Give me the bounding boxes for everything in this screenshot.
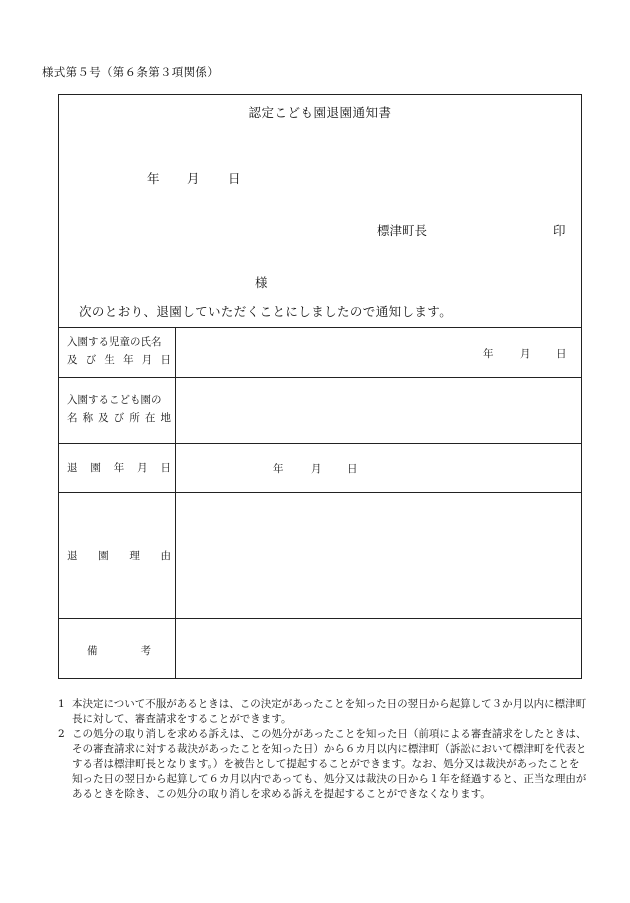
issuer-name: 標津町長 (377, 223, 428, 238)
form-number: 様式第５号（第６条第３項関係） (42, 65, 219, 79)
note-item: 2 この処分の取り消しを求める訴えは、この処分があったことを知った日（前項による審査請求をしたときは、その審査請求に対する裁決があったことを知った日）から６カ月以内に標津町（訴訟において標津町を代表とする者は標津町長となります。）を被告として提起することができます。なお、処分又は裁決があったことを知った日の翌日から起算して６カ月以内であっても、処分又は裁決の日から１年を経過すると、正当な理由があるときを除き、この処分の取り消しを求める訴えを提起することができなくなります。 (58, 728, 587, 800)
kindergarten-name-address-label: 入園するこども園の 名 称 及 び 所 在 地 (67, 394, 171, 424)
birth-year-suffix: 年 (483, 348, 494, 360)
document-title: 認定こども園退園通知書 (248, 105, 392, 120)
addressee-honorific: 様 (255, 275, 268, 290)
birth-month-suffix: 月 (520, 348, 531, 360)
row-divider-3 (59, 492, 581, 493)
withdrawal-day-suffix: 日 (347, 463, 358, 475)
withdrawal-date-label: 退 園 年 月 日 (67, 462, 171, 474)
birth-day-suffix: 日 (556, 348, 567, 360)
withdrawal-reason-label: 退 園 理 由 (67, 550, 171, 562)
remarks-label: 備 考 (87, 645, 151, 657)
issue-date-day: 日 (228, 171, 241, 186)
child-name-birthdate-label: 入園する児童の氏名 及 び 生 年 月 日 (67, 336, 171, 366)
row-divider-2 (59, 443, 581, 444)
seal-mark: 印 (553, 223, 566, 238)
notes-section (58, 697, 588, 802)
notice-form-frame (58, 94, 582, 679)
row-divider-1 (59, 377, 581, 378)
notice-text: 次のとおり、退園していただくことにしましたので通知します。 (79, 304, 453, 319)
withdrawal-month-suffix: 月 (311, 463, 322, 475)
withdrawal-year-suffix: 年 (273, 463, 284, 475)
issue-date-month: 月 (187, 171, 200, 186)
table-top-line (59, 327, 581, 328)
note-item: 1 本決定について不服があるときは、この決定があったことを知った日の翌日から起算して３か月以内に標津町長に対して、審査請求をすることができます。 (58, 698, 587, 725)
table-column-divider (175, 327, 176, 679)
row-divider-4 (59, 618, 581, 619)
issue-date-year: 年 (147, 171, 160, 186)
